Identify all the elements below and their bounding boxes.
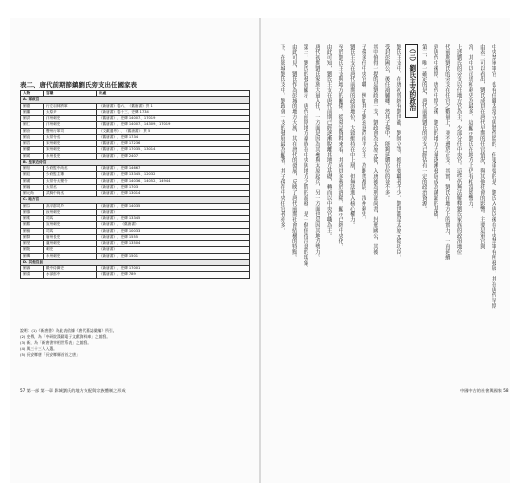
text-column: 劉氏主支中，在唐初曾經有劉世龍、劉師立等，擔任要職者不少。劉世龍是太原元從功臣， bbox=[395, 44, 402, 260]
cell-person: 劉德 bbox=[21, 103, 44, 109]
cell-source: 《舊唐書》、史傳 14007、17019 bbox=[97, 116, 250, 122]
table-row bbox=[21, 272, 250, 278]
cell-source: 《新唐書》、史傳 13345 bbox=[97, 216, 250, 222]
section-label: C. 地方官 bbox=[21, 197, 250, 203]
text-column: 代前期劉氏的旁支在任官之數量上，並不遜於正支。其實，劉氏在地方上的實力，一直延續 bbox=[444, 44, 450, 260]
cell-office: 少府監中尚丞 bbox=[44, 166, 97, 172]
text-column: 中央禁軍軍官，也有任職太常寺與將作監的，但更重要的是，劉氏入唐以後在中央禁軍有所發展，其在唐代早期 bbox=[490, 44, 497, 309]
cell-source: 《舊唐書》、史傳 17035、13014 bbox=[97, 147, 250, 153]
cell-source: 《新唐書》、史傳 13345、12032 bbox=[97, 172, 250, 178]
cell-source: 《新唐書》、史傳 2407 bbox=[97, 153, 250, 159]
cell-person: 劉宮 bbox=[21, 141, 44, 147]
cell-person: 劉元尚 bbox=[21, 191, 44, 197]
section-heading: （三）劉氏主支的政治 bbox=[405, 44, 418, 118]
cell-person: 劉清 bbox=[21, 272, 44, 278]
cell-person: 劉贊 bbox=[21, 234, 44, 240]
cell-office: 汝州刺史 bbox=[44, 209, 97, 215]
cell-source: 《舊唐書》、史傳 17236 bbox=[97, 141, 250, 147]
cell-office: 宋州刺史 bbox=[44, 147, 97, 153]
text-column: 由此可知，劉氏主支在唐代前期已經逐漸脫離其地方基礎，轉而以中央官職為主。 bbox=[325, 44, 332, 239]
cell-source: 《文獻通考》、《舊唐書》 頁 5 bbox=[97, 128, 250, 134]
left-footer: 57 第一部 第一章 影城劉氏的地方支配與宗族體制之形成 bbox=[20, 388, 126, 393]
cell-source: 《新唐書》、史傳 14035 bbox=[97, 203, 250, 209]
table-notes bbox=[20, 328, 250, 358]
right-page bbox=[268, 44, 500, 364]
text-column: 宮，其中以司馬和刺史為最多，這顯示劉氏在地方上仍有相當影響力。 bbox=[467, 44, 474, 212]
cell-office: 汴州刺史 bbox=[44, 116, 97, 122]
cell-person: 劉汾 bbox=[21, 128, 44, 134]
cell-office: 司馬 bbox=[44, 216, 97, 222]
header-office: 官職 bbox=[44, 91, 97, 97]
cell-office: 高平郡司戶 bbox=[44, 203, 97, 209]
cell-person: 劉瑗 bbox=[21, 153, 44, 159]
cell-source: 《舊唐書》、史傳 789 bbox=[97, 272, 250, 278]
cell-source: 《舊唐書》、史傳 1734 bbox=[97, 134, 250, 140]
cell-office: 宋州刺史 bbox=[44, 141, 97, 147]
cell-person: 劉辰 bbox=[21, 172, 44, 178]
cell-office: 太常丞 bbox=[44, 184, 97, 190]
text-column: 下，在影城劉氏支中，劉政會一支的發展最為顯著，其子孫在中央任官者亦多。 bbox=[279, 44, 286, 233]
cell-source: 《新唐書》、《舊唐書》 bbox=[97, 222, 250, 228]
note-line: (4) 與三十三人入選。 bbox=[20, 346, 57, 351]
text-column: 第三，劉氏的發展顯示，唐代前期地方豪族在中央與地方之間的游移，是一個值得注意的現象。 bbox=[302, 44, 309, 271]
text-column: 第二，唯一確定的是，唐代前期劉氏的旁支已經佔有一定的政治資源。 bbox=[420, 44, 427, 212]
cell-source: 《舊唐書》、史傳 14007、14309、17019 bbox=[97, 122, 250, 128]
note-line: (2) 史傳，為「中研院漢籍電子文獻資料庫」之縮寫。 bbox=[20, 334, 111, 339]
header-source: 出處 bbox=[97, 91, 250, 97]
cell-person: 劉勝 bbox=[21, 222, 44, 228]
cell-office: 武騎中尚丞 bbox=[44, 191, 97, 197]
book-gutter bbox=[259, 18, 261, 483]
cell-office: 少府監主簿 bbox=[44, 172, 97, 178]
section-label: D. 其他官員 bbox=[21, 259, 250, 265]
note-line: (3) 新，為「新唐書宰相世系表」之縮寫。 bbox=[20, 340, 92, 345]
cell-person: 劉柔 bbox=[21, 216, 44, 222]
note-line: 說明：(1)《新唐書》為此表依據《唐代墓誌彙編》所引。 bbox=[20, 328, 117, 333]
cell-office: 太常寺丞 bbox=[44, 134, 97, 140]
cell-office: 永州長史 bbox=[44, 153, 97, 159]
cell-person: 劉儼 bbox=[21, 147, 44, 153]
cell-office: 唐州長史 bbox=[44, 234, 97, 240]
cell-office: 殿中侍御史 bbox=[44, 266, 97, 272]
cell-person: 劉瀚 bbox=[21, 184, 44, 190]
cell-office: 豐州行軍司 bbox=[44, 128, 97, 134]
cell-person: 劉仁 bbox=[21, 122, 44, 128]
cell-office: 宣州刺史 bbox=[44, 222, 97, 228]
cell-source: 《新唐書》卷十三、史傳 1734 bbox=[97, 109, 250, 115]
cell-person: 劉傳 bbox=[21, 253, 44, 259]
cell-office: 永州刺史 bbox=[44, 253, 97, 259]
cell-source: 《新唐書》、史傳 1555 bbox=[97, 234, 250, 240]
cell-source: 《新唐書》、史傳 13014 bbox=[97, 191, 250, 197]
cell-source: 《新唐書》 bbox=[97, 247, 250, 253]
cell-office: 司馬 bbox=[44, 228, 97, 234]
table-title: 表二、唐代前期節鎮劉氏旁支出任國家表 bbox=[20, 81, 137, 89]
cell-source: 《新唐書》、史傳 17001 bbox=[97, 266, 250, 272]
cell-source: 《新唐書》 bbox=[97, 209, 250, 215]
text-column: 子孫多任中央官職，例如其子劉玄意尚南平公主，為駙馬都尉，汝州刺史。 bbox=[360, 44, 367, 223]
cell-source: 《新唐書》卷六、《舊唐書》頁 1 bbox=[97, 103, 250, 109]
cell-person: 劉壽 bbox=[21, 266, 44, 272]
cell-office: 太原尹 bbox=[44, 109, 97, 115]
text-column: 受封彭國公，後任鴻臚卿。然其子孫中，能夠延續官位的並不多。 bbox=[383, 44, 390, 201]
cell-person: 劉陵 bbox=[21, 247, 44, 253]
cell-source: 《新唐書》、史傳 14667 bbox=[97, 166, 250, 172]
text-column: 由此可見，劉氏作為彭城的地方大族，其在唐代的發展，反映了唐代前期社會結構的特點。 bbox=[290, 44, 297, 260]
section-label: A. 軍政官 bbox=[21, 97, 250, 103]
text-column: 由表二可以看出，劉氏成員在唐代早期的任官情況，與其他社會的影響。主要是軍官與 bbox=[478, 44, 485, 250]
cell-person: 劉漢 bbox=[21, 178, 44, 184]
section-label: B. 皇家近侍官 bbox=[21, 159, 250, 165]
right-footer: 中國中古的社會與國家 58 bbox=[460, 388, 509, 393]
official-table bbox=[20, 90, 250, 279]
cell-person: 劉洪 bbox=[21, 116, 44, 122]
cell-person: 劉芬 bbox=[21, 203, 44, 209]
cell-person: 劉繼 bbox=[21, 109, 44, 115]
text-column: 上述劉氏的旁支以任地方官為主，少部分任中央官。這些仍無法解釋劉氏家族的政治地位 bbox=[455, 44, 462, 255]
header-person: 人物 bbox=[21, 91, 44, 97]
text-column: 至於劉氏主支與地方的關係，從墓誌資料來看，其成員多葬於洛陽，顯示已經中央化。 bbox=[337, 44, 344, 250]
cell-office: 行左羽林將軍 bbox=[44, 103, 97, 109]
cell-office: 盧州刺史 bbox=[44, 241, 97, 247]
cell-office: 汴州刺史 bbox=[44, 122, 97, 128]
cell-source: 《新唐書》、史傳 1501 bbox=[97, 253, 250, 259]
text-column: 唐代初期劉氏家族大量入仕，一方面是因為其參與太原起兵，另一方面也是因其地方勢力。 bbox=[314, 44, 320, 260]
text-column: 到唐代中後期。唐代中期之後，劉氏的地方力量逐漸發展成為藩鎮的基礎。 bbox=[432, 44, 439, 223]
note-line: (5) 長安鄉唐「長安鄉縣首首之唐」 bbox=[20, 352, 80, 357]
text-column: 劉氏主支在唐代前期的政治地位，大致維持在中上層，但無法進入核心權力。 bbox=[348, 44, 355, 228]
cell-person: 劉信 bbox=[21, 166, 44, 172]
cell-person: 劉慎 bbox=[21, 209, 44, 215]
text-column: 其中值得一提的是劉政會一支，劉政會為太原元從，入唐後為刑部尚書，封邢國公，其後 bbox=[372, 44, 378, 255]
cell-source: 《新唐書》、史傳 14036、14052、14944 bbox=[97, 178, 250, 184]
cell-source: 《新唐書》、史傳 13504 bbox=[97, 241, 250, 247]
cell-source: 《新唐書》、史傳 1703 bbox=[97, 184, 250, 190]
cell-source: 《新唐書》、史傳 10033 bbox=[97, 228, 250, 234]
cell-person: 劉瑩 bbox=[21, 241, 44, 247]
cell-office: 水部郎中 bbox=[44, 272, 97, 278]
cell-person: 劉直 bbox=[21, 134, 44, 140]
cell-office: 太常寺太樂令 bbox=[44, 178, 97, 184]
cell-person: 劉儉 bbox=[21, 228, 44, 234]
cell-office: 刺史 bbox=[44, 247, 97, 253]
